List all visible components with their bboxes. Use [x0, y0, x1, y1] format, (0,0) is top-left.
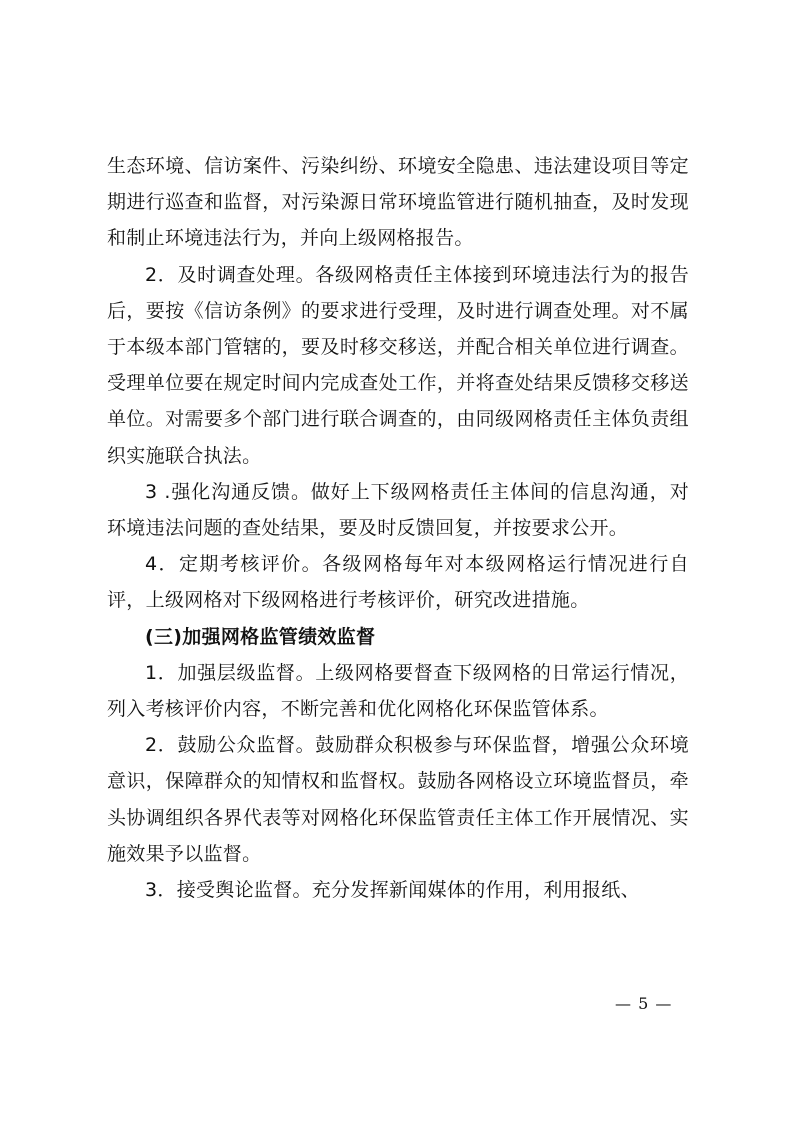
- page-number: — 5 —: [615, 994, 673, 1013]
- paragraph-item-4-evaluation: 4．定期考核评价。各级网格每年对本级网格运行情况进行自评，上级网格对下级网格进行考核评价，研究改进措施。: [107, 553, 689, 612]
- paragraph-item-3-communication: 3 .强化沟通反馈。做好上下级网格责任主体间的信息沟通，对环境违法问题的查处结果，要及时反馈回复，并按要求公开。: [107, 480, 689, 540]
- paragraph-item-3-media: 3．接受舆论监督。充分发挥新闻媒体的作用，利用报纸、: [145, 879, 640, 902]
- section-heading: (三)加强网格监管绩效监督: [145, 625, 376, 648]
- paragraph-item-2-public: 2．鼓励公众监督。鼓励群众积极参与环保监督，增强公众环境意识，保障群众的知情权和监督权。鼓励各网格设立环境监督员，牵头协调组织各界代表等对网格化环保监管责任主体工作开展情况、实施效果予以监督。: [107, 734, 689, 865]
- paragraph-item-2-investigation: 2．及时调查处理。各级网格责任主体接到环境违法行为的报告后，要按《信访条例》的要求进行受理，及时进行调查处理。对不属于本级本部门管辖的，要及时移交移送，并配合相关单位进行调查。受理单位要在规定时间内完成查处工作，并将查处结果反馈移交移送单位。对需要多个部门进行联合调查的，由同级网格责任主体负责组织实施联合执法。: [107, 263, 689, 467]
- body-text: [107, 148, 689, 908]
- paragraph-continuation: 生态环境、信访案件、污染纠纷、环境安全隐患、违法建设项目等定期进行巡查和监督，对污染源日常环境监管进行随机抽查，及时发现和制止环境违法行为，并向上级网格报告。: [107, 155, 689, 250]
- paragraph-item-1-hierarchical: 1．加强层级监督。上级网格要督查下级网格的日常运行情况，列入考核评价内容，不断完善和优化网格化环保监管体系。: [107, 661, 689, 721]
